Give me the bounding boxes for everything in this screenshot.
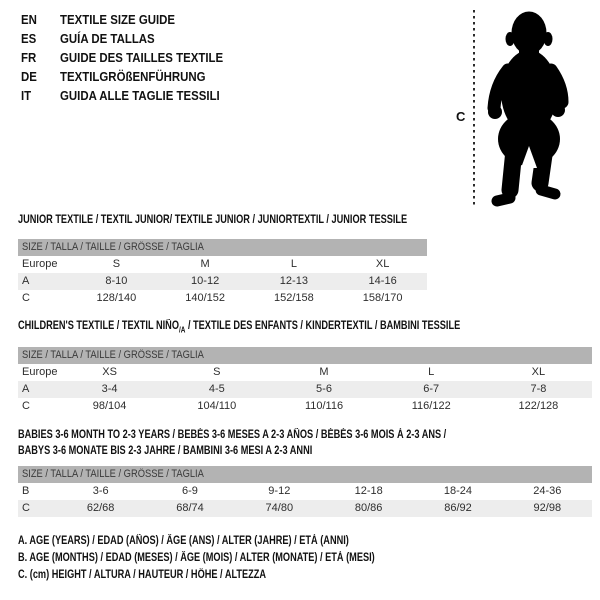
size-cell: L xyxy=(290,258,297,270)
table-row-age xyxy=(18,381,592,398)
height-cell: 140/152 xyxy=(185,292,225,304)
months-cell: 18-24 xyxy=(443,485,473,497)
table-row-height xyxy=(18,398,592,415)
table-row-europe xyxy=(18,364,592,381)
lang-row-it xyxy=(21,86,245,105)
row-label: B xyxy=(22,485,30,497)
height-label: C xyxy=(456,109,466,124)
babies-title-line1: BABIES 3-6 MONTH TO 2-3 YEARS / BEBÉS 3-6 MESES A 2-3 AÑOS / BÉBÉS 3-6 MOIS À 2-3 ANS / xyxy=(18,429,447,441)
lang-code: EN xyxy=(21,12,37,27)
table-row-age xyxy=(18,273,427,290)
lang-row-en xyxy=(21,10,245,29)
size-cell: XL xyxy=(531,366,546,378)
table-row-height xyxy=(18,290,427,307)
age-cell: 7-8 xyxy=(530,383,547,395)
height-cell: 158/170 xyxy=(362,292,403,304)
row-label: A xyxy=(22,383,30,395)
lang-title: GUÍA DE TALLAS xyxy=(60,31,155,46)
age-cell: 14-16 xyxy=(368,275,397,287)
age-cell: 6-7 xyxy=(423,383,440,395)
months-cell: 9-12 xyxy=(268,485,291,497)
size-cell: S xyxy=(112,258,121,270)
row-label: A xyxy=(22,275,30,287)
months-cell: 3-6 xyxy=(92,485,109,497)
size-header-bar: SIZE / TALLA / TAILLE / GRÖSSE / TAGLIA xyxy=(18,466,592,483)
age-cell: 10-12 xyxy=(191,275,220,287)
months-cell: 24-36 xyxy=(533,485,562,497)
age-cell: 12-13 xyxy=(279,275,308,287)
age-cell: 3-4 xyxy=(101,383,118,395)
size-cell: M xyxy=(319,366,329,378)
language-title-list xyxy=(21,10,245,105)
height-cell: 152/158 xyxy=(273,292,314,304)
size-cell: L xyxy=(428,366,435,378)
months-cell: 6-9 xyxy=(182,485,198,497)
lang-code: DE xyxy=(21,69,37,84)
height-cell: 128/140 xyxy=(96,292,137,304)
size-cell: S xyxy=(213,366,221,378)
lang-row-es xyxy=(21,29,245,48)
row-label: C xyxy=(22,502,30,514)
height-cell: 122/128 xyxy=(518,400,559,412)
lang-row-de xyxy=(21,67,245,86)
children-textile-table xyxy=(18,319,592,415)
lang-code: ES xyxy=(21,31,37,46)
row-label: C xyxy=(22,292,30,304)
height-cell: 74/80 xyxy=(265,502,294,514)
table-row-height xyxy=(18,500,592,517)
size-cell: M xyxy=(200,258,210,270)
height-cell: 104/110 xyxy=(197,400,237,412)
height-figure xyxy=(450,0,600,215)
title-subscript: /A xyxy=(178,325,186,335)
age-cell: 4-5 xyxy=(208,383,225,395)
toddler-silhouette-svg xyxy=(450,0,600,215)
age-cell: 8-10 xyxy=(105,275,128,287)
footnote-age-months: B. AGE (MONTHS) / EDAD (MESES) / ÂGE (MOIS) / ALTER (MONATE) / ETÀ (MESI) xyxy=(18,552,375,564)
size-cell: XL xyxy=(375,258,390,270)
height-cell: 92/98 xyxy=(533,502,562,514)
legend-footnotes xyxy=(18,533,464,584)
lang-code: IT xyxy=(21,88,32,103)
size-header-bar: SIZE / TALLA / TAILLE / GRÖSSE / TAGLIA xyxy=(18,347,592,364)
lang-title: TEXTILGRÖßENFÜHRUNG xyxy=(60,69,206,84)
children-table-title: CHILDREN'S TEXTILE / TEXTIL $NIÑO_{/A}$ / TEXTILE DES ENFANTS / KINDERTEXTIL / BAMBINI TESSILE xyxy=(18,320,461,335)
height-cell: 68/74 xyxy=(176,502,204,514)
table-row-months xyxy=(18,483,592,500)
height-cell: 62/68 xyxy=(86,502,115,514)
footnote-height-cm: C. (cm) HEIGHT / ALTURA / HAUTEUR / HÖHE / ALTEZZA xyxy=(18,569,267,581)
lang-title: GUIDE DES TAILLES TEXTILE xyxy=(60,50,224,65)
height-cell: 80/86 xyxy=(354,502,383,514)
height-cell: 110/116 xyxy=(304,400,344,412)
lang-title: TEXTILE SIZE GUIDE xyxy=(60,12,176,27)
size-cell: XS xyxy=(102,366,117,378)
babies-table-title xyxy=(18,427,592,459)
age-cell: 5-6 xyxy=(316,383,332,395)
row-label: Europe xyxy=(22,366,58,378)
lang-code: FR xyxy=(21,50,37,65)
footnote-age-years: A. AGE (YEARS) / EDAD (AÑOS) / ÂGE (ANS) / ALTER (JAHRE) / ETÀ (ANNI) xyxy=(18,535,349,547)
babies-textile-table xyxy=(18,427,592,517)
junior-textile-table xyxy=(18,213,427,307)
lang-row-fr xyxy=(21,48,245,67)
row-label: Europe xyxy=(22,258,58,270)
height-cell: 98/104 xyxy=(92,400,127,412)
babies-title-line2: BABYS 3-6 MONATE BIS 2-3 JAHRE / BAMBINI 3-6 MESI A 2-3 ANNI xyxy=(18,445,313,457)
lang-title: GUIDA ALLE TAGLIE TESSILI xyxy=(60,88,220,103)
row-label: C xyxy=(22,400,30,412)
height-cell: 86/92 xyxy=(444,502,472,514)
months-cell: 12-18 xyxy=(354,485,383,497)
height-cell: 116/122 xyxy=(411,400,451,412)
toddler-silhouette xyxy=(488,12,565,202)
table-row-europe xyxy=(18,256,427,273)
junior-table-title: JUNIOR TEXTILE / TEXTIL JUNIOR/ TEXTILE JUNIOR / JUNIORTEXTIL / JUNIOR TESSILE xyxy=(18,214,408,226)
size-header-bar: SIZE / TALLA / TAILLE / GRÖSSE / TAGLIA xyxy=(18,239,427,256)
